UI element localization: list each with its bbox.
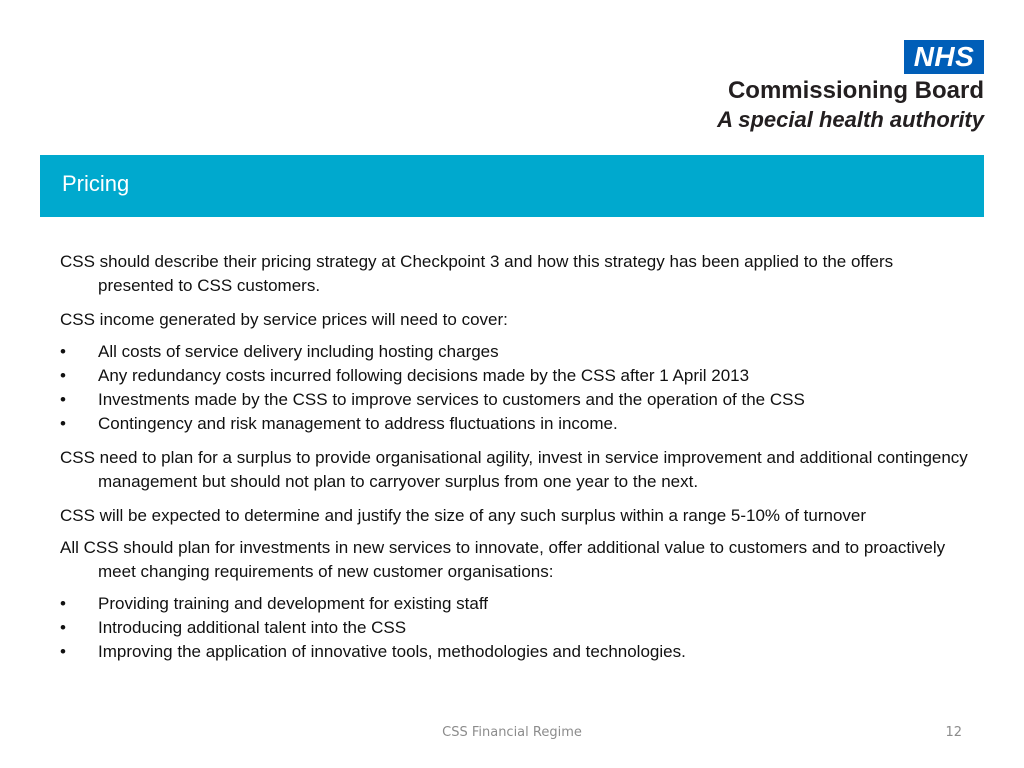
bullet-marker: • (60, 342, 66, 361)
logo-tagline: A special health authority (717, 107, 984, 132)
bullet-list-costs (60, 340, 970, 436)
paragraph-surplus-plan: CSS need to plan for a surplus to provide organisational agility, invest in service improvement and additional contingency management but should not plan to carryover surplus from one year to the next. (60, 448, 968, 491)
list-item (60, 616, 970, 640)
paragraph-pricing-strategy: CSS should describe their pricing strategy at Checkpoint 3 and how this strategy has been applied to the offers presented to CSS customers. (60, 252, 894, 295)
list-item-text: Any redundancy costs incurred following decisions made by the CSS after 1 April 2013 (98, 366, 750, 385)
page-number: 12 (945, 725, 962, 740)
list-item-text: Providing training and development for existing staff (98, 594, 488, 613)
list-item-text: Introducing additional talent into the CSS (98, 618, 407, 637)
bullet-list-investments (60, 592, 970, 664)
bullet-marker: • (60, 366, 66, 385)
paragraph-investments: All CSS should plan for investments in new services to innovate, offer additional value to customers and to proactively meet changing requirements of new customer organisations: (60, 538, 946, 581)
list-item (60, 640, 970, 664)
list-item-text: All costs of service delivery including hosting charges (98, 342, 499, 361)
slide-title: Pricing (62, 171, 130, 196)
nhs-logo (694, 40, 984, 136)
slide-content (60, 250, 970, 664)
list-item (60, 388, 970, 412)
list-item-text: Contingency and risk management to address fluctuations in income. (98, 414, 618, 433)
bullet-marker: • (60, 618, 66, 637)
bullet-marker: • (60, 390, 66, 409)
logo-org-name: Commissioning Board (727, 77, 984, 104)
list-item (60, 340, 970, 364)
paragraph-surplus-range: CSS will be expected to determine and justify the size of any such surplus within a range 5-10% of turnover (60, 506, 867, 525)
list-item (60, 592, 970, 616)
footer-label: CSS Financial Regime (442, 725, 582, 740)
list-item-text: Investments made by the CSS to improve services to customers and the operation of the CSS (98, 390, 805, 409)
title-bar (40, 155, 984, 217)
list-item (60, 412, 970, 436)
nhs-badge: NHS (904, 40, 984, 74)
bullet-marker: • (60, 594, 66, 613)
bullet-marker: • (60, 414, 66, 433)
list-item-text: Improving the application of innovative tools, methodologies and technologies. (98, 642, 686, 661)
bullet-marker: • (60, 642, 66, 661)
list-item (60, 364, 970, 388)
paragraph-income-cover: CSS income generated by service prices will need to cover: (60, 310, 508, 329)
